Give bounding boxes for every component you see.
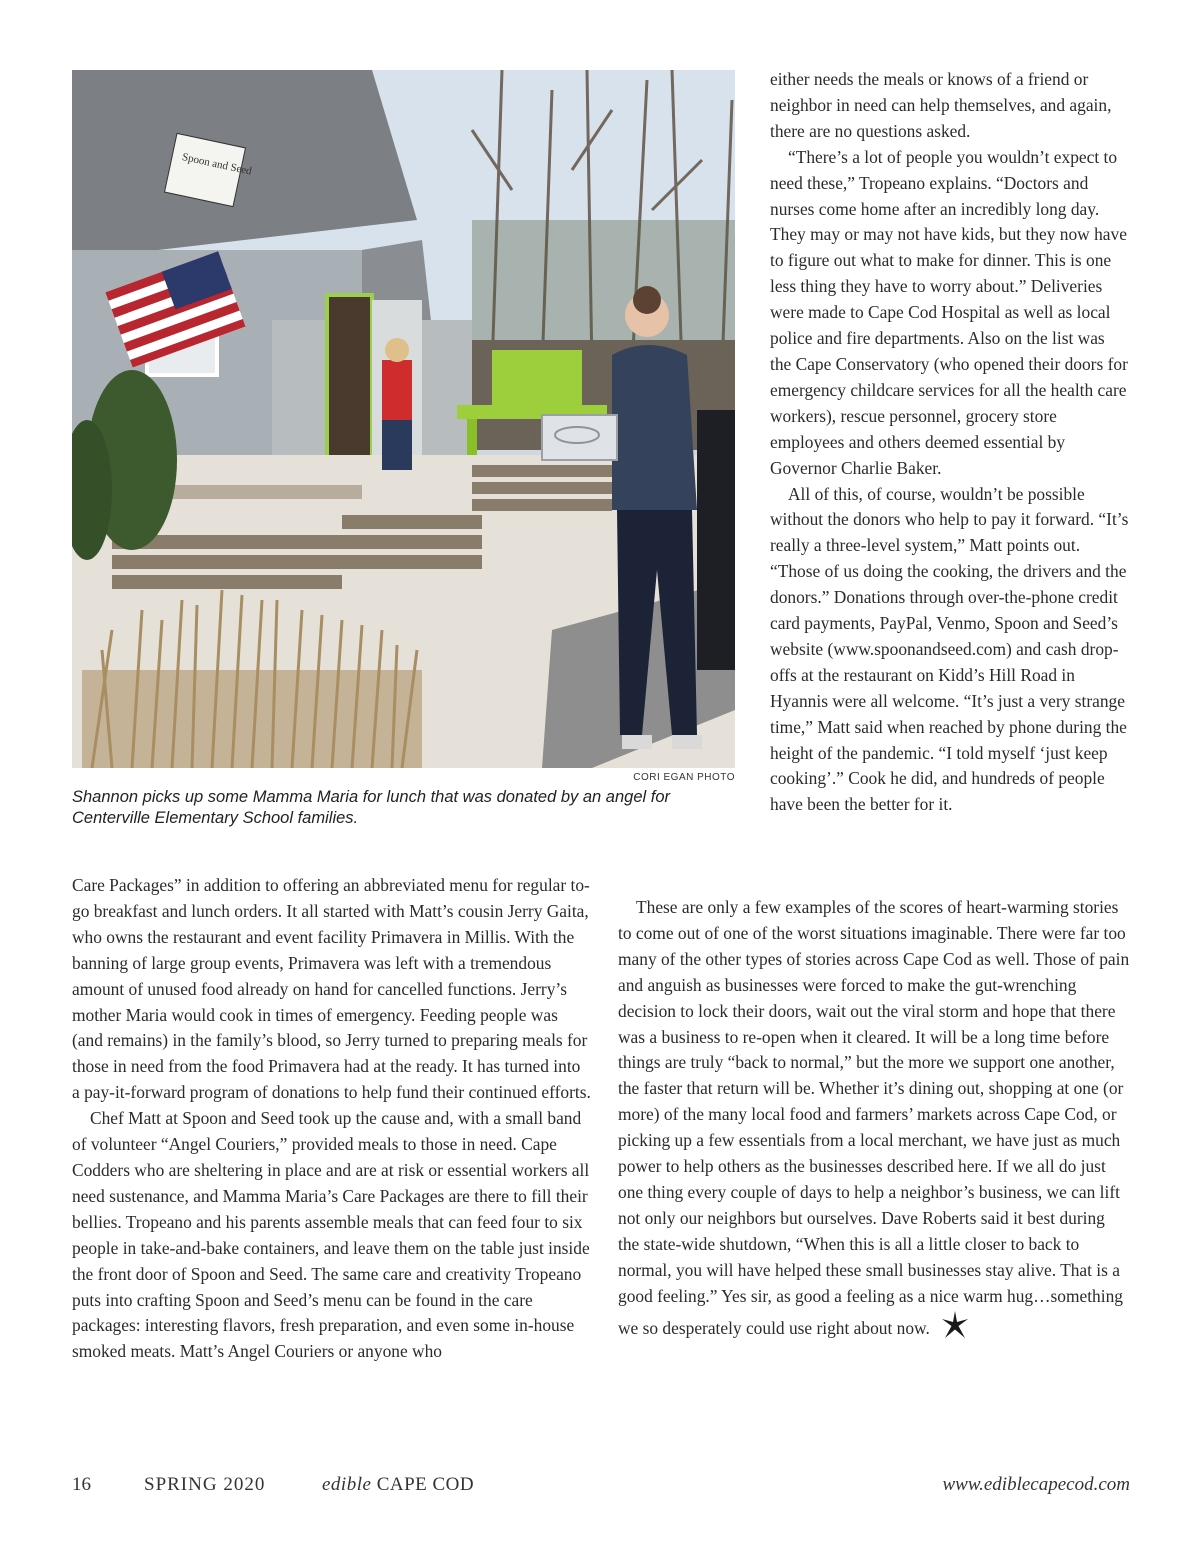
article-photo — [72, 70, 735, 768]
starfish-icon — [940, 1310, 970, 1340]
paragraph: either needs the meals or knows of a friend or neighbor in need can help themselves, and again, there are no questions asked. — [770, 69, 1112, 141]
photo-credit: CORI EGAN PHOTO — [633, 772, 735, 783]
paragraph-final — [618, 895, 1130, 1341]
article-column-right-top — [770, 67, 1130, 818]
publication-name — [322, 1474, 474, 1496]
article-column-right-bottom — [618, 895, 1130, 1341]
page-footer — [72, 1474, 1130, 1498]
publication-name-rest: CAPE COD — [376, 1474, 475, 1495]
photo-caption: Shannon picks up some Mamma Maria for lunch that was donated by an angel for Centerville Elementary School families. — [72, 788, 670, 827]
paragraph: All of this, of course, wouldn’t be possible without the donors who help to pay it forward. “It’s really a three-level system,” Matt points out. “Those of us doing the cooking, the drivers and the donors.” Donations through over-the-phone credit card payments, PayPal, Venmo, Spoon and Seed’s website (www.spoonandseed.com) and cash drop-offs at the restaurant on Kidd’s Hill Road in Hyannis were all welcome. “It’s just a very strange time,” Matt said when reached by phone during the height of the pandemic. “I told myself ‘just keep cooking’.” Cook he did, and hundreds of people have been the better for it. — [770, 483, 1129, 815]
paragraph: “There’s a lot of people you wouldn’t expect to need these,” Tropeano explains. “Doctors and nurses come home after an incredibly long day. They may or may not have kids, but they now have to figure out what to make for dinner. This is one less thing they have to worry about.” Deliveries were made to Cape Cod Hospital as well as local police and fire departments. Also on the list was the Cape Conservatory (who opened their doors for emergency childcare services for all the health care workers), rescue personnel, grocery store employees and others deemed essential by Governor Charlie Baker. — [770, 146, 1128, 478]
publication-name-italic: edible — [322, 1474, 372, 1495]
article-column-left — [72, 873, 592, 1365]
page-number: 16 — [72, 1474, 91, 1495]
paragraph: Care Packages” in addition to offering an abbreviated menu for regular to-go breakfast and lunch orders. It all started with Matt’s cousin Jerry Gaita, who owns the restaurant and event facility Primavera in Millis. With the banning of large group events, Primavera was left with a tremendous amount of unused food already on hand for cancelled functions. Jerry’s mother Maria would cook in times of emergency. Feeding people was (and remains) in the family’s blood, so Jerry turned to preparing meals for those in need from the food Primavera had at the ready. It has turned into a pay-it-forward program of donations to help fund their continued efforts. — [72, 875, 591, 1103]
website-url[interactable]: www.ediblecapecod.com — [942, 1474, 1130, 1495]
paragraph-text: These are only a few examples of the scores of heart-warming stories to come out of one of the worst situations imaginable. There were far too many of the other types of stories across Cape Cod as well. Those of pain and anguish as businesses were forced to make the gut-wrenching decision to lock their doors, wait out the viral storm and hope that there was a business to re-open when it cleared. It will be a long time before things are truly “back to normal,” but the more we support one another, the faster that return will be. Whether it’s dining out, shopping at one (or more) of the many local food and farmers’ markets across Cape Cod, or picking up a few essentials from a local merchant, we have just as much power to help others as the businesses described here. If we all do just one thing every couple of days to help a neighbor’s business, we can lift not only our neighbors but ourselves. Dave Roberts said it best during the state-wide shutdown, “When this is all a little closer to back to normal, you will have helped these small businesses stay alive. That is a good feeling.” Yes sir, as good a feeling as a nice warm hug…something we so desperately could use right about now. — [618, 897, 1130, 1338]
photo-sign-text: Spoon and Seed — [180, 151, 253, 178]
paragraph: Chef Matt at Spoon and Seed took up the cause and, with a small band of volunteer “Angel Couriers,” provided meals to those in need. Cape Codders who are sheltering in place and are at risk or essential workers all need sustenance, and Mamma Maria’s Care Packages are there to fill their bellies. Tropeano and his parents assemble meals that can feed four to six people in take-and-bake containers, and leave them on the table just inside the front door of Spoon and Seed. The same care and creativity Tropeano puts into crafting Spoon and Seed’s menu can be found in the care packages: interesting flavors, fresh preparation, and even some in-house smoked meats. Matt’s Angel Couriers or anyone who — [72, 1108, 590, 1362]
issue-label: SPRING 2020 — [144, 1474, 266, 1495]
photo-illustration — [72, 70, 735, 768]
